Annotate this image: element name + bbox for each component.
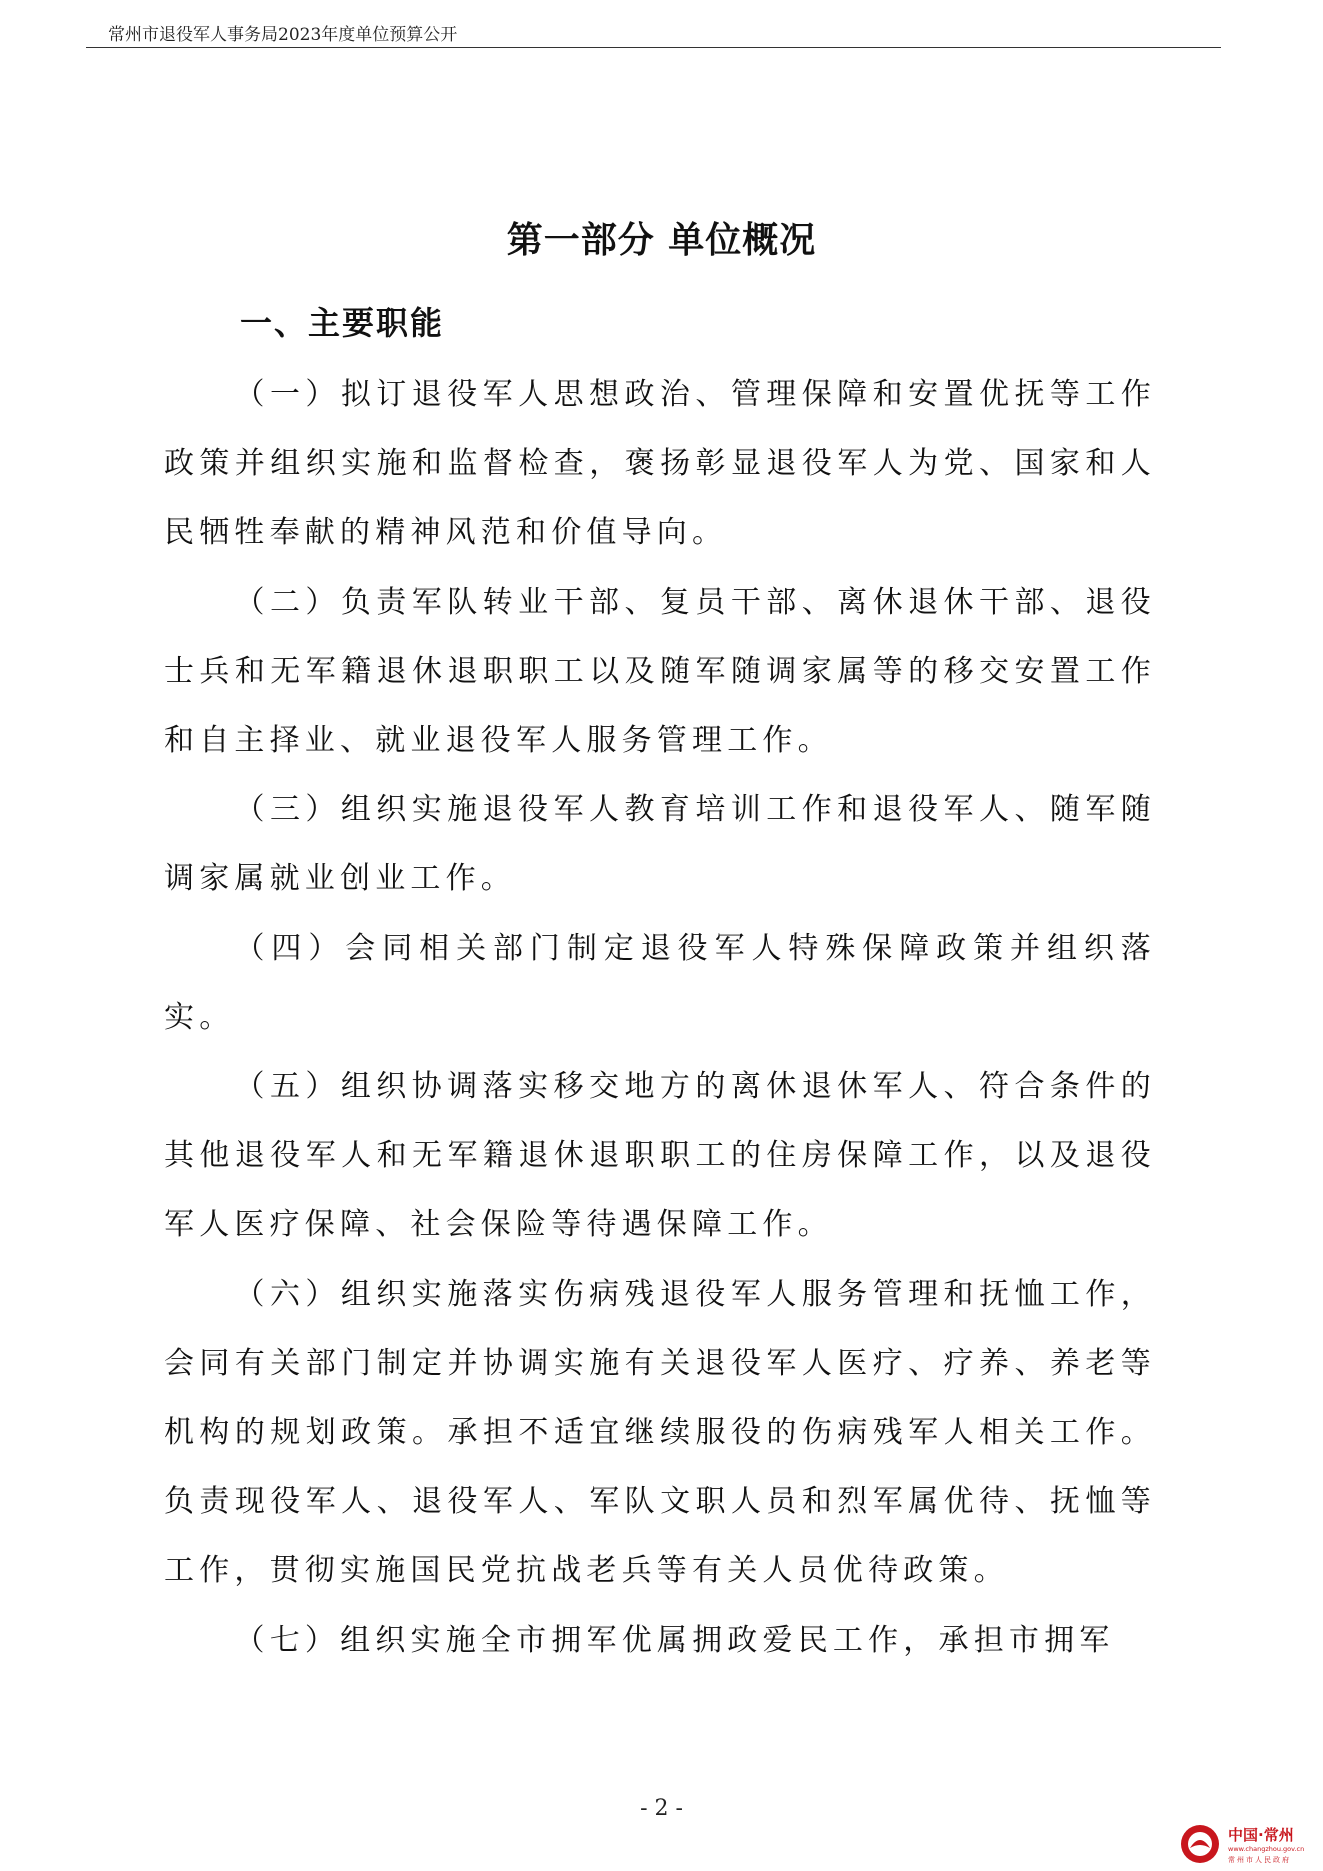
paragraph-4: （四）会同相关部门制定退役军人特殊保障政策并组织落实。	[164, 930, 1156, 1035]
paragraph-5: （五）组织协调落实移交地方的离休退休军人、符合条件的其他退役军人和无军籍退休退职职工的住房保障工作，以及退役军人医疗保障、社会保险等待遇保障工作。	[164, 1069, 1156, 1243]
running-header-title: 常州市退役军人事务局2023年度单位预算公开	[108, 25, 458, 45]
logo-title: 中国·常州	[1228, 1826, 1294, 1844]
header-divider	[86, 47, 1221, 48]
body-text	[164, 360, 1156, 1675]
changzhou-gov-logo	[1176, 1818, 1322, 1870]
paragraph-6: （六）组织实施落实伤病残退役军人服务管理和抚恤工作，会同有关部门制定并协调实施有关退役军人医疗、疗养、养老等机构的规划政策。承担不适宜继续服役的伤病残军人相关工作。负责现役军人、退役军人、军队文职人员和烈军属优待、抚恤等工作，贯彻实施国民党抗战老兵等有关人员优待政策。	[164, 1276, 1156, 1589]
paragraph-7: （七）组织实施全市拥军优属拥政爱民工作，承担市拥军	[234, 1622, 1115, 1658]
paragraph-3: （三）组织实施退役军人教育培训工作和退役军人、随军随调家属就业创业工作。	[164, 792, 1156, 897]
section-heading: 一、主要职能	[240, 304, 445, 342]
logo-emblem-icon	[1181, 1825, 1219, 1863]
page-title: 第一部分 单位概况	[506, 220, 817, 261]
logo-url: www.changzhou.gov.cn	[1228, 1845, 1305, 1853]
paragraph-2: （二）负责军队转业干部、复员干部、离休退休干部、退役士兵和无军籍退休退职职工以及随军随调家属等的移交安置工作和自主择业、就业退役军人服务管理工作。	[164, 584, 1156, 759]
page-number: - 2 -	[640, 1796, 683, 1821]
paragraph-1: （一）拟订退役军人思想政治、管理保障和安置优抚等工作政策并组织实施和监督检查，褒扬彰显退役军人为党、国家和人民牺牲奉献的精神风范和价值导向。	[164, 377, 1156, 551]
logo-caption: 常州市人民政府	[1228, 1856, 1291, 1864]
